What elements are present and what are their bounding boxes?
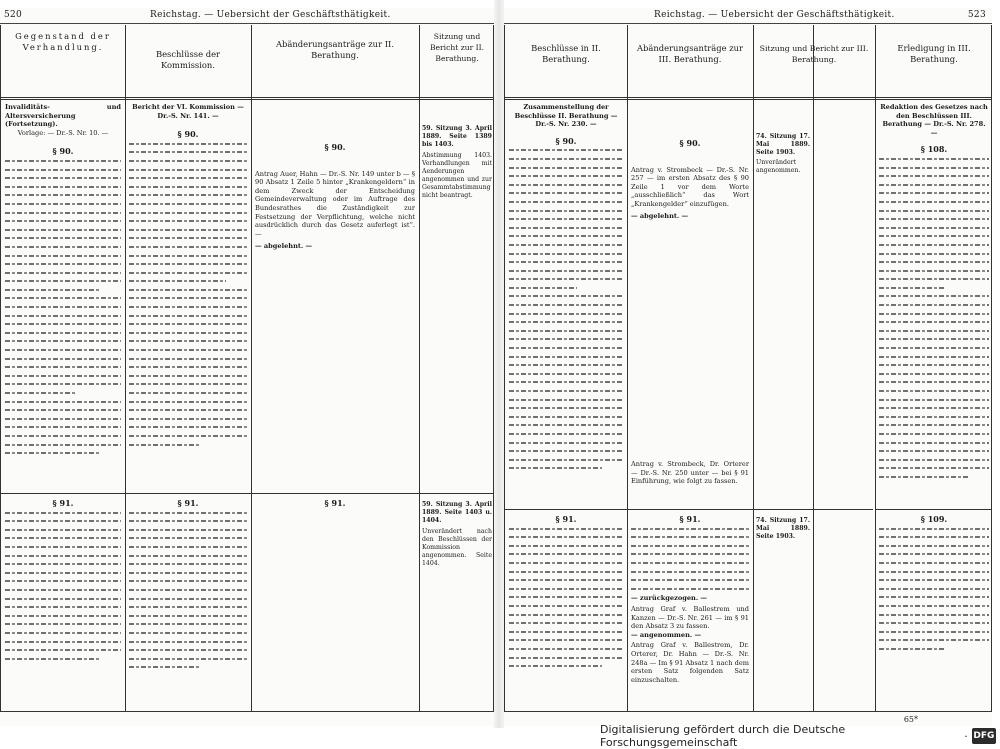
- column-header-session: Sitzung und Bericht zur II. Berathung.: [429, 32, 485, 63]
- book-gutter: [494, 0, 504, 728]
- bill-reference: Vorlage: — Dr.-S. Nr. 10. —: [17, 128, 109, 137]
- head-rule: [0, 23, 494, 24]
- section-heading: Invaliditäts- und Altersversicherung (Fortsetzung).: [5, 103, 121, 129]
- amendment-text: Antrag Auer, Hahn — Dr.-S. Nr. 149 unter b — § 90 Absatz 1 Zeile 5 hinter „Krankengeldern“ in dem Zweck der Entscheidung Gemeindeverwaltung oder im Auftrage des Bundesrathes die Zuständigkeit zur Festsetzung der Verpflichtung, welche nicht ausdrücklich durch das Gesetz auferlegt ist“. —: [255, 169, 415, 238]
- dfg-logo: DFG: [972, 728, 996, 744]
- paragraph-91-label: § 91.: [52, 499, 74, 508]
- commission-reference: Bericht der VI. Kommission — Dr.-S. Nr. 141. —: [132, 103, 244, 120]
- paragraph-91-label: § 91.: [555, 515, 577, 524]
- session-reference: 59. Sitzung 3. April 1889. Seite 1403 u. 1404.: [422, 501, 492, 524]
- outcome-cell-109: [879, 515, 989, 675]
- column-divider: [251, 25, 252, 711]
- amendment-ballestrem-orterer: Antrag Graf v. Ballestrem, Dr. Orterer, Dr. Hahn — Dr.-S. Nr. 248a — Im § 91 Absatz 1 nach dem ersten Satz folgenden Satz einzuschalten.: [631, 641, 749, 684]
- session-reference: 59. Sitzung 3. April 1889. Seite 1389 bis 1403.: [422, 125, 492, 148]
- session-note: Unverändert nach den Beschlüssen der Kommission angenommen. Seite 1404.: [422, 528, 492, 567]
- column-header-subject: Gegenstand der Verhandlung.: [15, 31, 111, 52]
- column-divider: [627, 25, 628, 711]
- commission-cell-91: [129, 499, 247, 699]
- compilation-reference: Zusammenstellung der Beschlüsse II. Berathung — Dr.-S. Nr. 230. —: [514, 103, 618, 129]
- redaction-reference: Redaktion des Gesetzes nach den Beschlüssen III. Berathung — Dr.-S. Nr. 278. —: [880, 103, 988, 137]
- session-note: Abstimmung 1403. Verhandlungen mit Aenderungen angenommen und zur Gesammtabstimmung nicht beantragt.: [422, 152, 492, 199]
- amendments-cell-91: [255, 499, 415, 529]
- column-divider: [125, 25, 126, 711]
- credit-text: Digitalisierung gefördert durch die Deutsche Forschungsgemeinschaft: [600, 723, 846, 749]
- column-divider: [813, 25, 814, 711]
- paragraph-90-label: § 90.: [177, 129, 199, 140]
- paragraph-91-label: § 91.: [177, 499, 199, 508]
- session-reference: 74. Sitzung 17. Mai 1889. Seite 1903.: [756, 517, 810, 540]
- column-header-amendments: Abänderungsanträge zur III. Berathung.: [636, 43, 744, 64]
- section-rule: [1, 493, 493, 494]
- left-page: [0, 8, 494, 726]
- amendments-cell: [631, 103, 749, 503]
- paragraph-91-label: § 91.: [324, 499, 346, 508]
- amendment-verdict: — abgelehnt. —: [631, 211, 689, 220]
- column-header-decisions: Beschlüsse in II. Berathung.: [531, 43, 601, 64]
- paragraph-90-label: § 90.: [52, 146, 74, 157]
- paragraph-90-label: § 90.: [324, 142, 346, 152]
- signature-mark: 65*: [903, 715, 918, 724]
- decisions-cell: [509, 103, 623, 495]
- outcome-cell: [879, 103, 989, 503]
- subject-cell-91: [5, 499, 121, 699]
- session-reference: 74. Sitzung 17. Mai 1889. Seite 1903.: [756, 133, 810, 156]
- column-header-amendments: Abänderungsanträge zur II. Berathung.: [275, 39, 395, 60]
- right-page-number: 523: [967, 10, 986, 20]
- column-header-outcome: Erledigung in III. Berathung.: [897, 43, 971, 64]
- column-divider: [875, 25, 876, 711]
- column-divider: [753, 25, 754, 711]
- right-table: [504, 25, 992, 712]
- column-header-commission: Beschlüsse der Kommission.: [155, 49, 221, 70]
- session-cell: [756, 133, 810, 193]
- decisions-cell-91: [509, 515, 623, 705]
- digitization-credit: Digitalisierung gefördert durch die Deutsche Forschungsgemeinschaft · DFG: [600, 723, 995, 749]
- paragraph-108-label: § 108.: [920, 144, 948, 155]
- subject-cell: [5, 103, 121, 489]
- column-divider: [419, 25, 420, 711]
- amendment-verdict: — zurückgezogen. —: [631, 594, 708, 603]
- head-rule: [504, 23, 992, 24]
- paragraph-91-label: § 91.: [679, 515, 701, 524]
- commission-cell: [129, 103, 247, 489]
- left-running-head: [0, 8, 494, 24]
- left-running-title: Reichstag. — Uebersicht der Geschäftsthätigkeit.: [150, 10, 391, 20]
- left-table: [0, 25, 494, 712]
- paragraph-90-label: § 90.: [555, 135, 577, 146]
- session-cell-91: [422, 501, 492, 661]
- section-rule: [875, 509, 991, 510]
- amendments-cell: [255, 103, 415, 303]
- amendment-strombeck-orterer: Antrag v. Strombeck, Dr. Orterer — Dr.-S. Nr. 250 unter — bei § 91 Einführung, wie folgt zu fassen.: [631, 460, 749, 486]
- header-rule: [1, 97, 493, 100]
- session-note: Unverändert angenommen.: [756, 159, 801, 174]
- amendments-cell-91: [631, 515, 749, 705]
- amendment-strombeck: Antrag v. Strombeck — Dr.-S. Nr. 257 — im ersten Absatz des § 90 Zeile 1 vor dem Worte „ausschließlich“ das Wort „Krankengelder“ einzufügen.: [631, 165, 749, 208]
- amendment-verdict: — abgelehnt. —: [255, 242, 313, 251]
- amendment-ballestrem-kanzen: Antrag Graf v. Ballestrem und Kanzen — Dr.-S. Nr. 261 — im § 91 den Absatz 3 zu fassen.: [631, 604, 749, 631]
- left-page-number: 520: [4, 10, 23, 20]
- right-page: [504, 8, 992, 726]
- amendment-verdict: — angenommen. —: [631, 630, 702, 639]
- right-running-title: Reichstag. — Uebersicht der Geschäftsthätigkeit.: [654, 10, 895, 20]
- session-cell-91: [756, 517, 810, 577]
- right-running-head: [504, 8, 992, 24]
- paragraph-90-label: § 90.: [679, 138, 701, 148]
- header-rule: [505, 97, 991, 100]
- paragraph-109-label: § 109.: [920, 515, 948, 524]
- column-header-session: Sitzung und Bericht zur III. Berathung.: [759, 44, 869, 64]
- section-rule: [505, 509, 873, 510]
- session-cell: [422, 125, 492, 275]
